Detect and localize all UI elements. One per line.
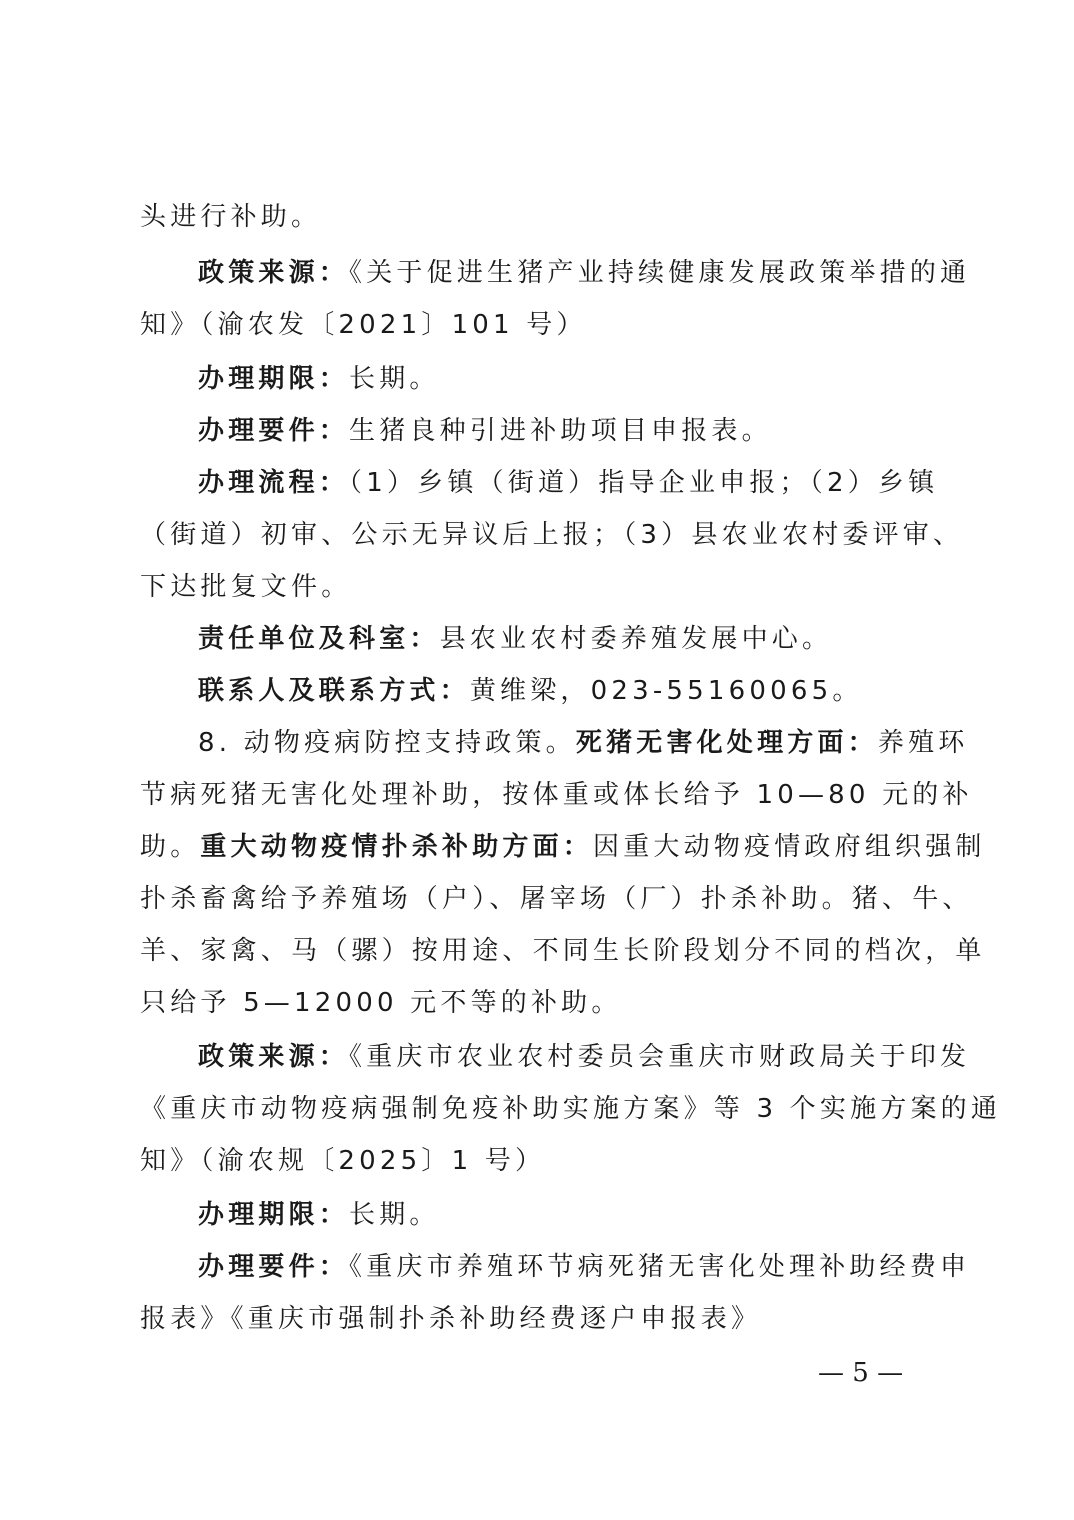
required-documents-line: 办理要件：《重庆市养殖环节病死猪无害化处理补助经费申: [198, 1252, 971, 1282]
section-8-heading-line: 8. 动物疫病防控支持政策。死猪无害化处理方面：养殖环: [198, 728, 969, 758]
paragraph-line: 知》（渝农发〔2021〕101 号）: [140, 310, 587, 340]
paragraph-line: 报表》《重庆市强制扑杀补助经费逐户申报表》: [140, 1304, 762, 1334]
processing-period-line: 办理期限：长期。: [198, 1200, 440, 1230]
paragraph-line: （街道）初审、公示无异议后上报；（3）县农业农村委评审、: [140, 520, 964, 550]
paragraph-line: 下达批复文件。: [140, 572, 352, 602]
paragraph-line: 扑杀畜禽给予养殖场（户）、屠宰场（厂）扑杀补助。猪、牛、: [140, 884, 973, 914]
paragraph-line: 头进行补助。: [140, 202, 322, 232]
contact-line: 联系人及联系方式：黄维梁，023-55160065。: [198, 676, 863, 706]
paragraph-line: 只给予 5—12000 元不等的补助。: [140, 988, 622, 1018]
processing-period-line: 办理期限：长期。: [198, 364, 440, 394]
process-flow-line: 办理流程：（1）乡镇（街道）指导企业申报；（2）乡镇: [198, 468, 939, 498]
paragraph-line: 节病死猪无害化处理补助，按体重或体长给予 10—80 元的补: [140, 780, 973, 810]
policy-source-line: 政策来源：《关于促进生猪产业持续健康发展政策举措的通: [198, 258, 971, 288]
paragraph-line: 知》（渝农规〔2025〕1 号）: [140, 1146, 546, 1176]
paragraph-line: 羊、家禽、马（骡）按用途、不同生长阶段划分不同的档次，单: [140, 936, 986, 966]
paragraph-line: 助。重大动物疫情扑杀补助方面：因重大动物疫情政府组织强制: [140, 832, 986, 862]
responsible-unit-line: 责任单位及科室：县农业农村委养殖发展中心。: [198, 624, 833, 654]
required-documents-line: 办理要件：生猪良种引进补助项目申报表。: [198, 416, 772, 446]
page-number: — 5 —: [818, 1358, 904, 1388]
paragraph-line: 《重庆市动物疫病强制免疫补助实施方案》等 3 个实施方案的通: [140, 1094, 1002, 1124]
policy-source-line: 政策来源：《重庆市农业农村委员会重庆市财政局关于印发: [198, 1042, 971, 1072]
